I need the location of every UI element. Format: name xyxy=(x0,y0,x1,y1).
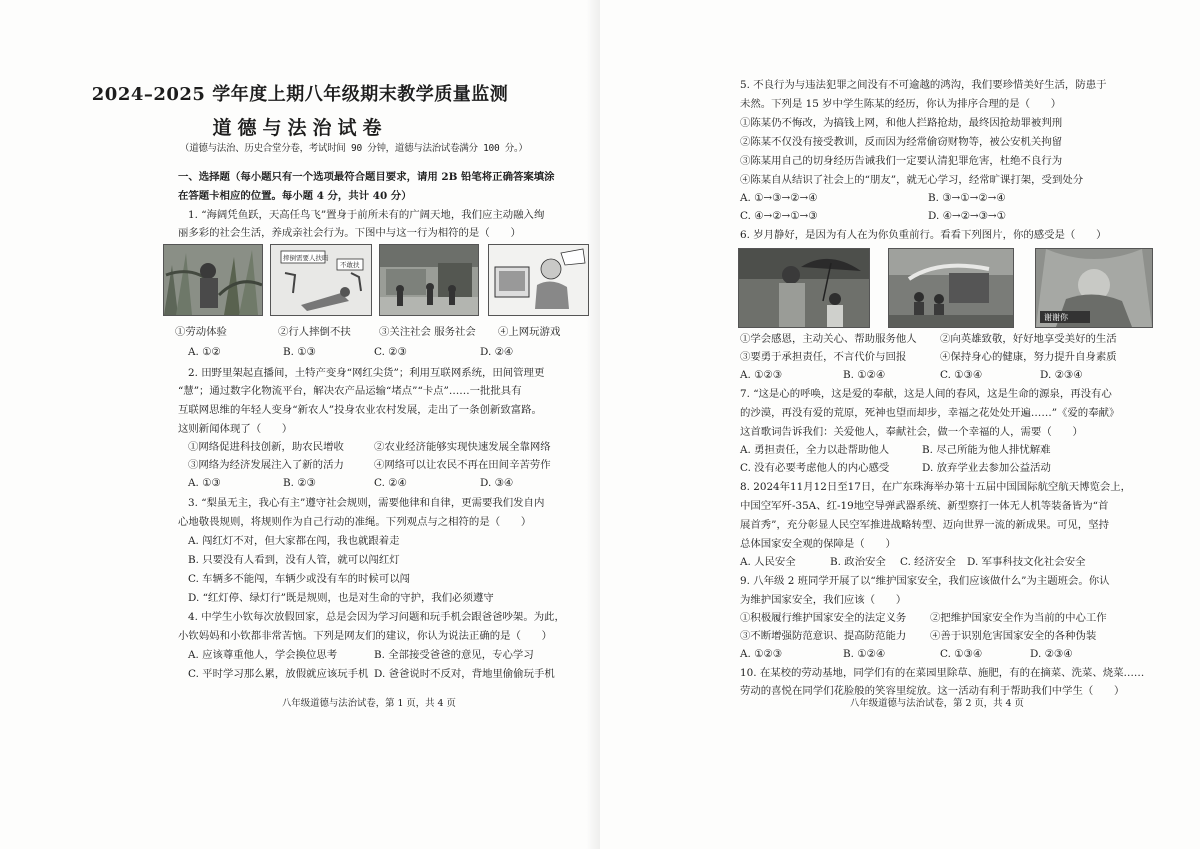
q6-option-a: A. ①②③ xyxy=(740,369,783,381)
q2-statement-1: ①网络促进科技创新，助农民增收 xyxy=(188,441,344,453)
q9-statement-3: ③不断增强防范意识、提高防范能力 xyxy=(740,630,907,642)
cartoon-fallen-man xyxy=(271,245,371,315)
q1-stem: 1. “海阔凭鱼跃，天高任鸟飞”置身于前所未有的广阔天地，我们应主动融入绚 xyxy=(188,209,545,221)
q8-stem-2: 中国空军歼-35A、红-19地空导弹武器系统、新型察打一体无人机等装备皆为“首 xyxy=(740,500,1109,512)
q1-picture-community-service xyxy=(379,244,479,316)
q7-option-a: A. 勇担责任，全力以赴帮助他人 xyxy=(740,444,890,456)
q1-option-c: C. ②③ xyxy=(374,346,407,358)
q6-statement-2: ②向英雄致敬，好好地享受美好的生活 xyxy=(940,333,1117,345)
q1-caption-4: ④上网玩游戏 xyxy=(498,326,561,338)
q7-stem: 7. “这是心的呼唤，这是爱的奉献，这是人间的春风，这是生命的源泉，再没有心 xyxy=(740,388,1112,400)
q6-stem: 6. 岁月静好，是因为有人在为你负重前行。看看下列图片，你的感受是（ ） xyxy=(740,229,1107,241)
sleeping-worker-photo xyxy=(1036,249,1152,327)
q2-statement-4: ④网络可以让农民不再在田间辛苦劳作 xyxy=(374,459,551,471)
q8-stem-3: 展首秀”，充分彰显人民空军推进战略转型、迈向世界一流的新成果。可见，坚持 xyxy=(740,519,1109,531)
q2-stem-3: 互联网思维的年轻人变身“新农人”投身农业农村发展，走出了一条创新致富路。 xyxy=(178,404,542,416)
q9-option-d: D. ②③④ xyxy=(1030,648,1073,660)
q6-picture-firefighters xyxy=(888,248,1014,328)
q10-stem: 10. 在某校的劳动基地，同学们有的在菜园里除草、施肥，有的在摘菜、洗菜、烧菜…… xyxy=(740,667,1145,679)
q3-stem: 3. “梨虽无主，我心有主”遵守社会规则，需要他律和自律，更需要我们发自内 xyxy=(188,497,545,509)
firefighters-photo xyxy=(889,249,1013,327)
q9-option-a: A. ①②③ xyxy=(740,648,783,660)
exam-title: 2024–2025 学年度上期八年级期末教学质量监测 xyxy=(91,84,509,105)
q6-option-d: D. ②③④ xyxy=(1040,369,1083,381)
q5-option-c: C. ④→②→①→③ xyxy=(740,210,818,222)
q7-option-d: D. 放弃学业去参加公益活动 xyxy=(922,462,1051,474)
q5-stem: 5. 不良行为与违法犯罪之间没有不可逾越的鸿沟，我们要珍惜美好生活，防患于 xyxy=(740,79,1107,91)
q1-picture-not-helping xyxy=(270,244,372,316)
q2-stem-4: 这则新闻体现了（ ） xyxy=(178,423,293,435)
q8-option-c: C. 经济安全 xyxy=(900,556,956,568)
q2-stem: 2. 田野里架起直播间，土特产变身“网红尖货”；利用互联网系统，田间管理更 xyxy=(188,367,545,379)
q1-caption-2: ②行人摔倒不扶 xyxy=(278,326,351,338)
q5-option-b: B. ③→①→②→④ xyxy=(928,192,1006,204)
q8-option-a: A. 人民安全 xyxy=(740,556,796,568)
exam-subtitle: 道德与法治试卷 xyxy=(212,117,388,139)
thank-you-caption: 谢谢你 xyxy=(1044,313,1068,322)
q4-stem: 4. 中学生小钦每次放假回家，总是会因为学习问题和玩手机会跟爸爸吵架。为此， xyxy=(188,611,565,623)
q2-statement-2: ②农业经济能够实现快速发展全靠网络 xyxy=(374,441,551,453)
q2-stem-2: “慧”；通过数字化物流平台，解决农产品运输“堵点”“卡点”……一批批具有 xyxy=(178,385,522,397)
speech-bubble-2: 不敢扶 xyxy=(340,261,360,269)
page-fold-shadow xyxy=(586,0,600,849)
q5-stem-2: 未然。下列是 15 岁中学生陈某的经历，你认为排序合理的是（ ） xyxy=(740,98,1062,110)
q1-option-b: B. ①③ xyxy=(283,346,316,358)
q1-caption-3: ③关注社会 服务社会 xyxy=(379,326,476,338)
page-1-footer: 八年级道德与法治试卷，第 1 页，共 4 页 xyxy=(282,698,456,709)
q6-statement-3: ③要勇于承担责任，不言代价与回报 xyxy=(740,351,907,363)
q9-option-c: C. ①③④ xyxy=(940,648,983,660)
q7-option-b: B. 尽己所能为他人排忧解难 xyxy=(922,444,1051,456)
q4-option-c: C. 平时学习那么累，放假就应该玩手机 xyxy=(188,668,369,680)
page-2 xyxy=(600,0,1200,849)
section-heading-cont: 在答题卡相应的位置。每小题 4 分，共计 40 分） xyxy=(178,190,412,202)
q3-option-a: A. 闯红灯不对，但大家都在闯，我也就跟着走 xyxy=(188,535,400,547)
q2-option-b: B. ②③ xyxy=(283,477,316,489)
q9-statement-4: ④善于识别危害国家安全的各种伪装 xyxy=(930,630,1097,642)
q4-option-d: D. 爸爸说时不反对，背地里偷偷玩手机 xyxy=(374,668,555,680)
q2-statement-3: ③网络为经济发展注入了新的活力 xyxy=(188,459,344,471)
q3-option-d: D. “红灯停、绿灯行”既是规则，也是对生命的守护，我们必须遵守 xyxy=(188,592,494,604)
q5-option-a: A. ①→③→②→④ xyxy=(740,192,818,204)
q5-option-d: D. ④→②→③→① xyxy=(928,210,1006,222)
q5-statement-4: ④陈某自从结识了社会上的“朋友”，就无心学习，经常旷课打架，受到处分 xyxy=(740,174,1084,186)
q2-option-c: C. ②④ xyxy=(374,477,407,489)
q6-option-b: B. ①②④ xyxy=(843,369,886,381)
speech-bubble-1: 摔倒需要人扶吗 xyxy=(283,254,329,262)
q10-stem-2: 劳动的喜悦在同学们花脸般的笑容里绽放。这一活动有利于帮助我们中学生（ ） xyxy=(740,685,1125,697)
q9-stem: 9. 八年级 2 班同学开展了以“维护国家安全，我们应该做什么”为主题班会。你认 xyxy=(740,575,1110,587)
exam-note: （道德与法治、历史合堂分卷，考试时间 90 分钟，道德与法治试卷满分 100 分。） xyxy=(180,143,528,154)
q9-stem-2: 为维护国家安全，我们应该（ ） xyxy=(740,594,907,606)
q4-option-a: A. 应该尊重他人，学会换位思考 xyxy=(188,649,338,661)
q6-statement-1: ①学会感恩，主动关心、帮助服务他人 xyxy=(740,333,917,345)
q9-option-b: B. ①②④ xyxy=(843,648,886,660)
cartoon-gaming xyxy=(489,245,588,315)
q1-option-a: A. ①② xyxy=(188,346,221,358)
q1-caption-1: ①劳动体验 xyxy=(175,326,227,338)
q5-statement-2: ②陈某不仅没有接受教训，反而因为经常偷窃财物等，被公安机关拘留 xyxy=(740,136,1063,148)
page-2-footer: 八年级道德与法治试卷，第 2 页，共 4 页 xyxy=(850,698,1024,709)
q2-option-a: A. ①③ xyxy=(188,477,221,489)
q3-stem-2: 心地敬畏规则，将规则作为自己行动的准绳。下列观点与之相符的是（ ） xyxy=(178,516,532,528)
section-heading: 一、选择题（每小题只有一个选项最符合题目要求，请用 2B 铅笔将正确答案填涂 xyxy=(178,171,555,183)
q1-stem-cont: 丽多彩的社会生活，养成亲社会行为。下图中与这一行为相符的是（ ） xyxy=(178,227,521,239)
q4-stem-2: 小钦妈妈和小钦都非常苦恼。下列是网友们的建议，你认为说法正确的是（ ） xyxy=(178,630,553,642)
q9-statement-1: ①积极履行维护国家安全的法定义务 xyxy=(740,612,907,624)
q9-statement-2: ②把维护国家安全作为当前的中心工作 xyxy=(930,612,1107,624)
q7-stem-3: 这首歌词告诉我们：关爱他人，奉献社会，做一个幸福的人，需要（ ） xyxy=(740,426,1083,438)
q6-picture-umbrella xyxy=(738,248,870,328)
q8-stem: 8. 2024年11月12日至17日，在广东珠海举办第十五届中国国际航空航天博览会上， xyxy=(740,481,1132,493)
q1-picture-labor xyxy=(163,244,263,316)
q7-option-c: C. 没有必要考虑他人的内心感受 xyxy=(740,462,890,474)
q8-option-b: B. 政治安全 xyxy=(830,556,886,568)
q5-statement-1: ①陈某仍不悔改，为搞钱上网，和他人拦路抢劫，最终因抢劫罪被判刑 xyxy=(740,117,1063,129)
q4-option-b: B. 全部接受爸爸的意见，专心学习 xyxy=(374,649,534,661)
umbrella-rain-photo xyxy=(739,249,869,327)
q6-option-c: C. ①③④ xyxy=(940,369,983,381)
corn-field-photo xyxy=(164,245,262,315)
q8-stem-4: 总体国家安全观的保障是（ ） xyxy=(740,538,896,550)
q3-option-c: C. 车辆多不能闯，车辆少或没有车的时候可以闯 xyxy=(188,573,410,585)
q1-option-d: D. ②④ xyxy=(480,346,514,358)
volunteer-street-photo xyxy=(380,245,478,315)
q2-option-d: D. ③④ xyxy=(480,477,514,489)
q3-option-b: B. 只要没有人看到，没有人管，就可以闯红灯 xyxy=(188,554,400,566)
q7-stem-2: 的沙漠，再没有爱的荒原，死神也望而却步，幸福之花处处开遍……”《爱的奉献》 xyxy=(740,407,1120,419)
q5-statement-3: ③陈某用自己的切身经历告诫我们一定要认清犯罪危害，杜绝不良行为 xyxy=(740,155,1063,167)
q1-picture-online-game xyxy=(488,244,589,316)
q6-picture-thank-you xyxy=(1035,248,1153,328)
q6-statement-4: ④保持身心的健康，努力提升自身素质 xyxy=(940,351,1117,363)
q8-option-d: D. 军事科技文化社会安全 xyxy=(967,556,1086,568)
